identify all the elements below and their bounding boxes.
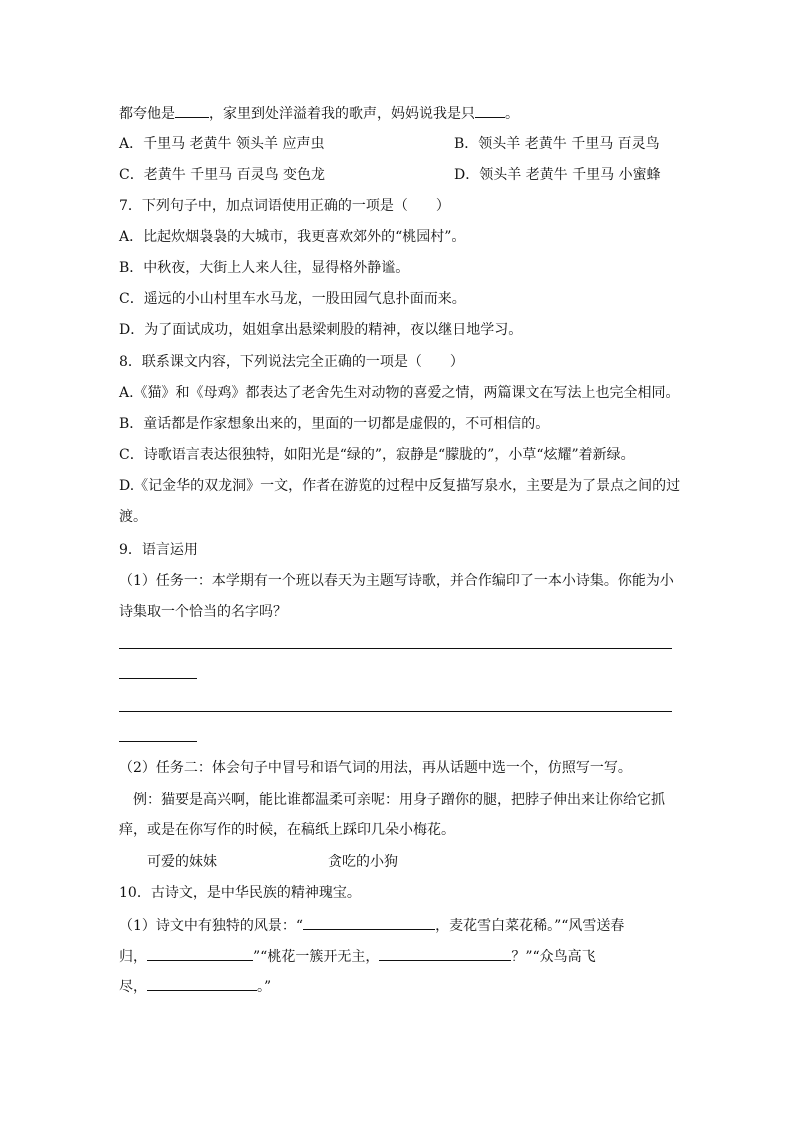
q8-stem: 8．联系课文内容，下列说法完全正确的一项是（ ）	[119, 354, 464, 370]
q8-option-d[interactable]: D.《记金华的双龙洞》一文，作者在游览的过程中反复描写泉水，主要是为了景点之间的过	[119, 478, 681, 494]
q6-option-c[interactable]: C．老黄牛 千里马 百灵鸟 变色龙	[119, 167, 326, 183]
q9-task2: （2）任务二：体会句子中冒号和语气词的用法，再从话题中选一个，仿照写一写。	[119, 760, 632, 776]
q8-option-c[interactable]: C．诗歌语言表达很独特，如阳光是“绿的”，寂静是“朦胧的”，小草“炫耀”着新绿。	[119, 447, 635, 463]
q7-option-d[interactable]: D．为了面试成功，姐姐拿出悬梁刺股的精神，夜以继日地学习。	[119, 322, 523, 338]
poem-blank[interactable]	[147, 976, 257, 991]
q6-option-d[interactable]: D．领头羊 老黄牛 千里马 小蜜蜂	[454, 167, 661, 183]
answer-blank[interactable]	[175, 103, 209, 118]
poem-blank[interactable]	[379, 946, 511, 961]
q10-stem: 10．古诗文，是中华民族的精神瑰宝。	[119, 885, 361, 901]
q9-example-line2: 痒，或是在你写作的时候，在稿纸上踩印几朵小梅花。	[119, 822, 455, 838]
poem-blank[interactable]	[147, 946, 253, 961]
q8-option-a[interactable]: A.《猫》和《母鸡》都表达了老舍先生对动物的喜爱之情，两篇课文在写法上也完全相同。	[119, 385, 680, 401]
q9-task1-line2: 诗集取一个恰当的名字吗？	[119, 604, 287, 620]
q9-example-line1: 例：猫要是高兴啊，能比谁都温柔可亲呢：用身子蹭你的腿，把脖子伸出来让你给它抓	[133, 792, 665, 808]
q7-option-b[interactable]: B．中秋夜，大街上人来人往，显得格外静谧。	[119, 260, 410, 276]
q7-option-c[interactable]: C．遥远的小山村里车水马龙，一股田园气息扑面而来。	[119, 291, 466, 307]
q7-stem: 7．下列句子中，加点词语使用正确的一项是（ ）	[119, 198, 450, 214]
q6-option-a[interactable]: A．千里马 老黄牛 领头羊 应声虫	[119, 136, 325, 152]
q9-topic-sister[interactable]: 可爱的妹妹	[147, 854, 217, 870]
q8-option-d-cont: 渡。	[119, 509, 147, 525]
q6-stem-continuation: 都夸他是 ，家里到处洋溢着我的歌声，妈妈说我是只 。	[119, 103, 519, 124]
q10-line3: 尽， 。”	[119, 976, 271, 997]
poem-blank[interactable]	[303, 915, 435, 930]
answer-line[interactable]	[119, 648, 672, 649]
q9-task1-line1: （1）任务一：本学期有一个班以春天为主题写诗歌，并合作编印了一本小诗集。你能为小	[119, 573, 674, 589]
q9-topic-dog[interactable]: 贪吃的小狗	[328, 854, 398, 870]
answer-blank[interactable]	[475, 103, 505, 118]
answer-line-short[interactable]	[119, 678, 197, 679]
q10-line2: 归， ”“桃花一簇开无主， ？”“众鸟高飞	[119, 946, 596, 967]
answer-line[interactable]	[119, 711, 672, 712]
q8-option-b[interactable]: B．童话都是作家想象出来的，里面的一切都是虚假的，不可相信的。	[119, 416, 550, 432]
q6-option-b[interactable]: B．领头羊 老黄牛 千里马 百灵鸟	[454, 136, 660, 152]
answer-line-short[interactable]	[119, 741, 197, 742]
q10-line1: （1）诗文中有独特的风景：“ ，麦花雪白菜花稀。”“风雪送春	[119, 915, 624, 936]
q7-option-a[interactable]: A．比起炊烟袅袅的大城市，我更喜欢郊外的“桃园村”。	[119, 229, 466, 245]
q9-stem: 9．语言运用	[119, 542, 198, 558]
